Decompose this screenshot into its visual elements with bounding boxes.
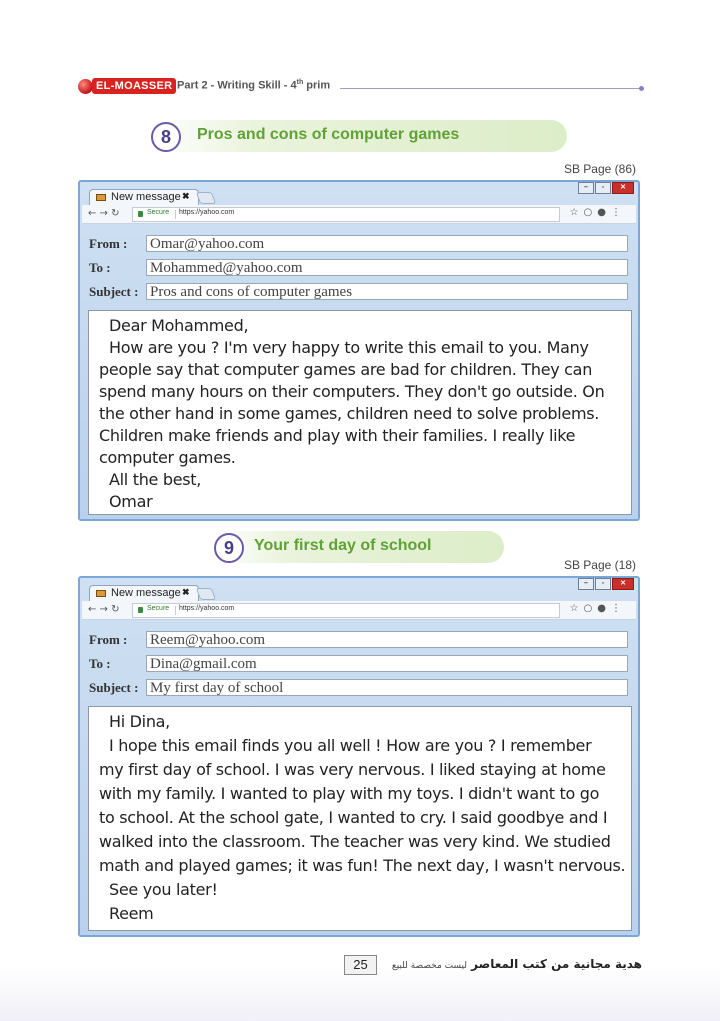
secure-label: Secure: [147, 605, 170, 612]
from-label: From :: [89, 236, 128, 251]
close-icon[interactable]: ✖: [182, 191, 190, 201]
from-field[interactable]: Reem@yahoo.com: [146, 631, 628, 648]
body-line: math and played games; it was fun! The next day, I wasn't nervous.: [99, 856, 626, 875]
secure-label: Secure: [147, 209, 170, 216]
body-line: to school. At the school gate, I wanted to cry. I said goodbye and I: [99, 808, 608, 827]
minimize-button[interactable]: –: [578, 182, 594, 194]
body-line: Children make friends and play with their families. I really like: [99, 426, 576, 445]
subject-field[interactable]: Pros and cons of computer games: [146, 283, 628, 300]
nav-buttons[interactable]: ← → ↻: [88, 604, 120, 615]
browser-toolbar: [82, 205, 636, 224]
body-line: the other hand in some games, children need to solve problems.: [99, 404, 600, 423]
body-line: my first day of school. I was very nervous. I liked staying at home: [99, 760, 606, 779]
message-body[interactable]: [88, 310, 632, 515]
body-line: Hi Dina,: [109, 712, 170, 731]
from-field[interactable]: Omar@yahoo.com: [146, 235, 628, 252]
message-body[interactable]: [88, 706, 632, 931]
tab-label: New message: [111, 587, 181, 599]
section-title-9: [214, 531, 504, 563]
envelope-icon: [96, 194, 106, 201]
minimize-button[interactable]: –: [578, 578, 594, 590]
address-bar[interactable]: [132, 207, 560, 222]
body-line: How are you ? I'm very happy to write this email to you. Many: [109, 338, 589, 357]
to-label: To :: [89, 260, 111, 275]
toolbar-icons[interactable]: ☆○●⋮: [569, 603, 626, 614]
close-window-button[interactable]: ✕: [612, 182, 634, 194]
section-number: 9: [214, 533, 244, 563]
new-tab-button[interactable]: [196, 192, 216, 204]
nav-buttons[interactable]: ← → ↻: [88, 208, 120, 219]
sb-page-ref: SB Page (86): [563, 162, 636, 176]
footer-note: هدية مجانية من كتب المعاصر ليست مخصصة للبيع: [391, 957, 642, 971]
email-window: [78, 576, 640, 937]
toolbar-icons[interactable]: ☆○●⋮: [569, 207, 626, 218]
url-text: https://yahoo.com: [179, 605, 235, 612]
close-icon[interactable]: ✖: [182, 587, 190, 597]
body-line: walked into the classroom. The teacher was very kind. We studied: [99, 832, 611, 851]
subject-label: Subject :: [89, 284, 139, 299]
logo: EL-MOASSER: [92, 78, 176, 94]
body-line: Omar: [109, 492, 153, 511]
close-window-button[interactable]: ✕: [612, 578, 634, 590]
header-title: Part 2 - Writing Skill - 4th prim: [177, 79, 331, 92]
logo-icon: [78, 79, 93, 94]
body-line: with my family. I wanted to play with my toys. I didn't want to go: [99, 784, 600, 803]
window-controls: [577, 182, 634, 193]
browser-tab[interactable]: [89, 585, 199, 601]
page-number: 25: [344, 955, 377, 975]
body-line: I hope this email finds you all well ! How are you ? I remember: [109, 736, 592, 755]
section-number: 8: [151, 122, 181, 152]
header-divider: [340, 88, 642, 89]
browser-tab[interactable]: [89, 189, 199, 205]
maximize-button[interactable]: ▫: [595, 182, 611, 194]
browser-toolbar: [82, 601, 636, 620]
from-label: From :: [89, 632, 128, 647]
url-text: https://yahoo.com: [179, 209, 235, 216]
body-line: computer games.: [99, 448, 236, 467]
tab-label: New message: [111, 191, 181, 203]
envelope-icon: [96, 590, 106, 597]
lock-icon: [138, 607, 143, 613]
subject-field[interactable]: My first day of school: [146, 679, 628, 696]
lock-icon: [138, 211, 143, 217]
address-bar[interactable]: [132, 603, 560, 618]
to-field[interactable]: Mohammed@yahoo.com: [146, 259, 628, 276]
email-window: [78, 180, 640, 521]
to-field[interactable]: Dina@gmail.com: [146, 655, 628, 672]
subject-label: Subject :: [89, 680, 139, 695]
sb-page-ref: SB Page (18): [563, 558, 636, 572]
section-title-8: [151, 120, 567, 152]
body-line: spend many hours on their computers. They don't go outside. On: [99, 382, 605, 401]
page-header: [78, 76, 642, 98]
body-line: people say that computer games are bad for children. They can: [99, 360, 593, 379]
to-label: To :: [89, 656, 111, 671]
maximize-button[interactable]: ▫: [595, 578, 611, 590]
body-line: All the best,: [109, 470, 202, 489]
body-line: Reem: [109, 904, 154, 923]
section-title-text: Your first day of school: [254, 537, 432, 554]
body-line: Dear Mohammed,: [109, 316, 249, 335]
body-line: See you later!: [109, 880, 218, 899]
window-controls: [577, 578, 634, 589]
new-tab-button[interactable]: [196, 588, 216, 600]
section-title-text: Pros and cons of computer games: [197, 126, 460, 143]
